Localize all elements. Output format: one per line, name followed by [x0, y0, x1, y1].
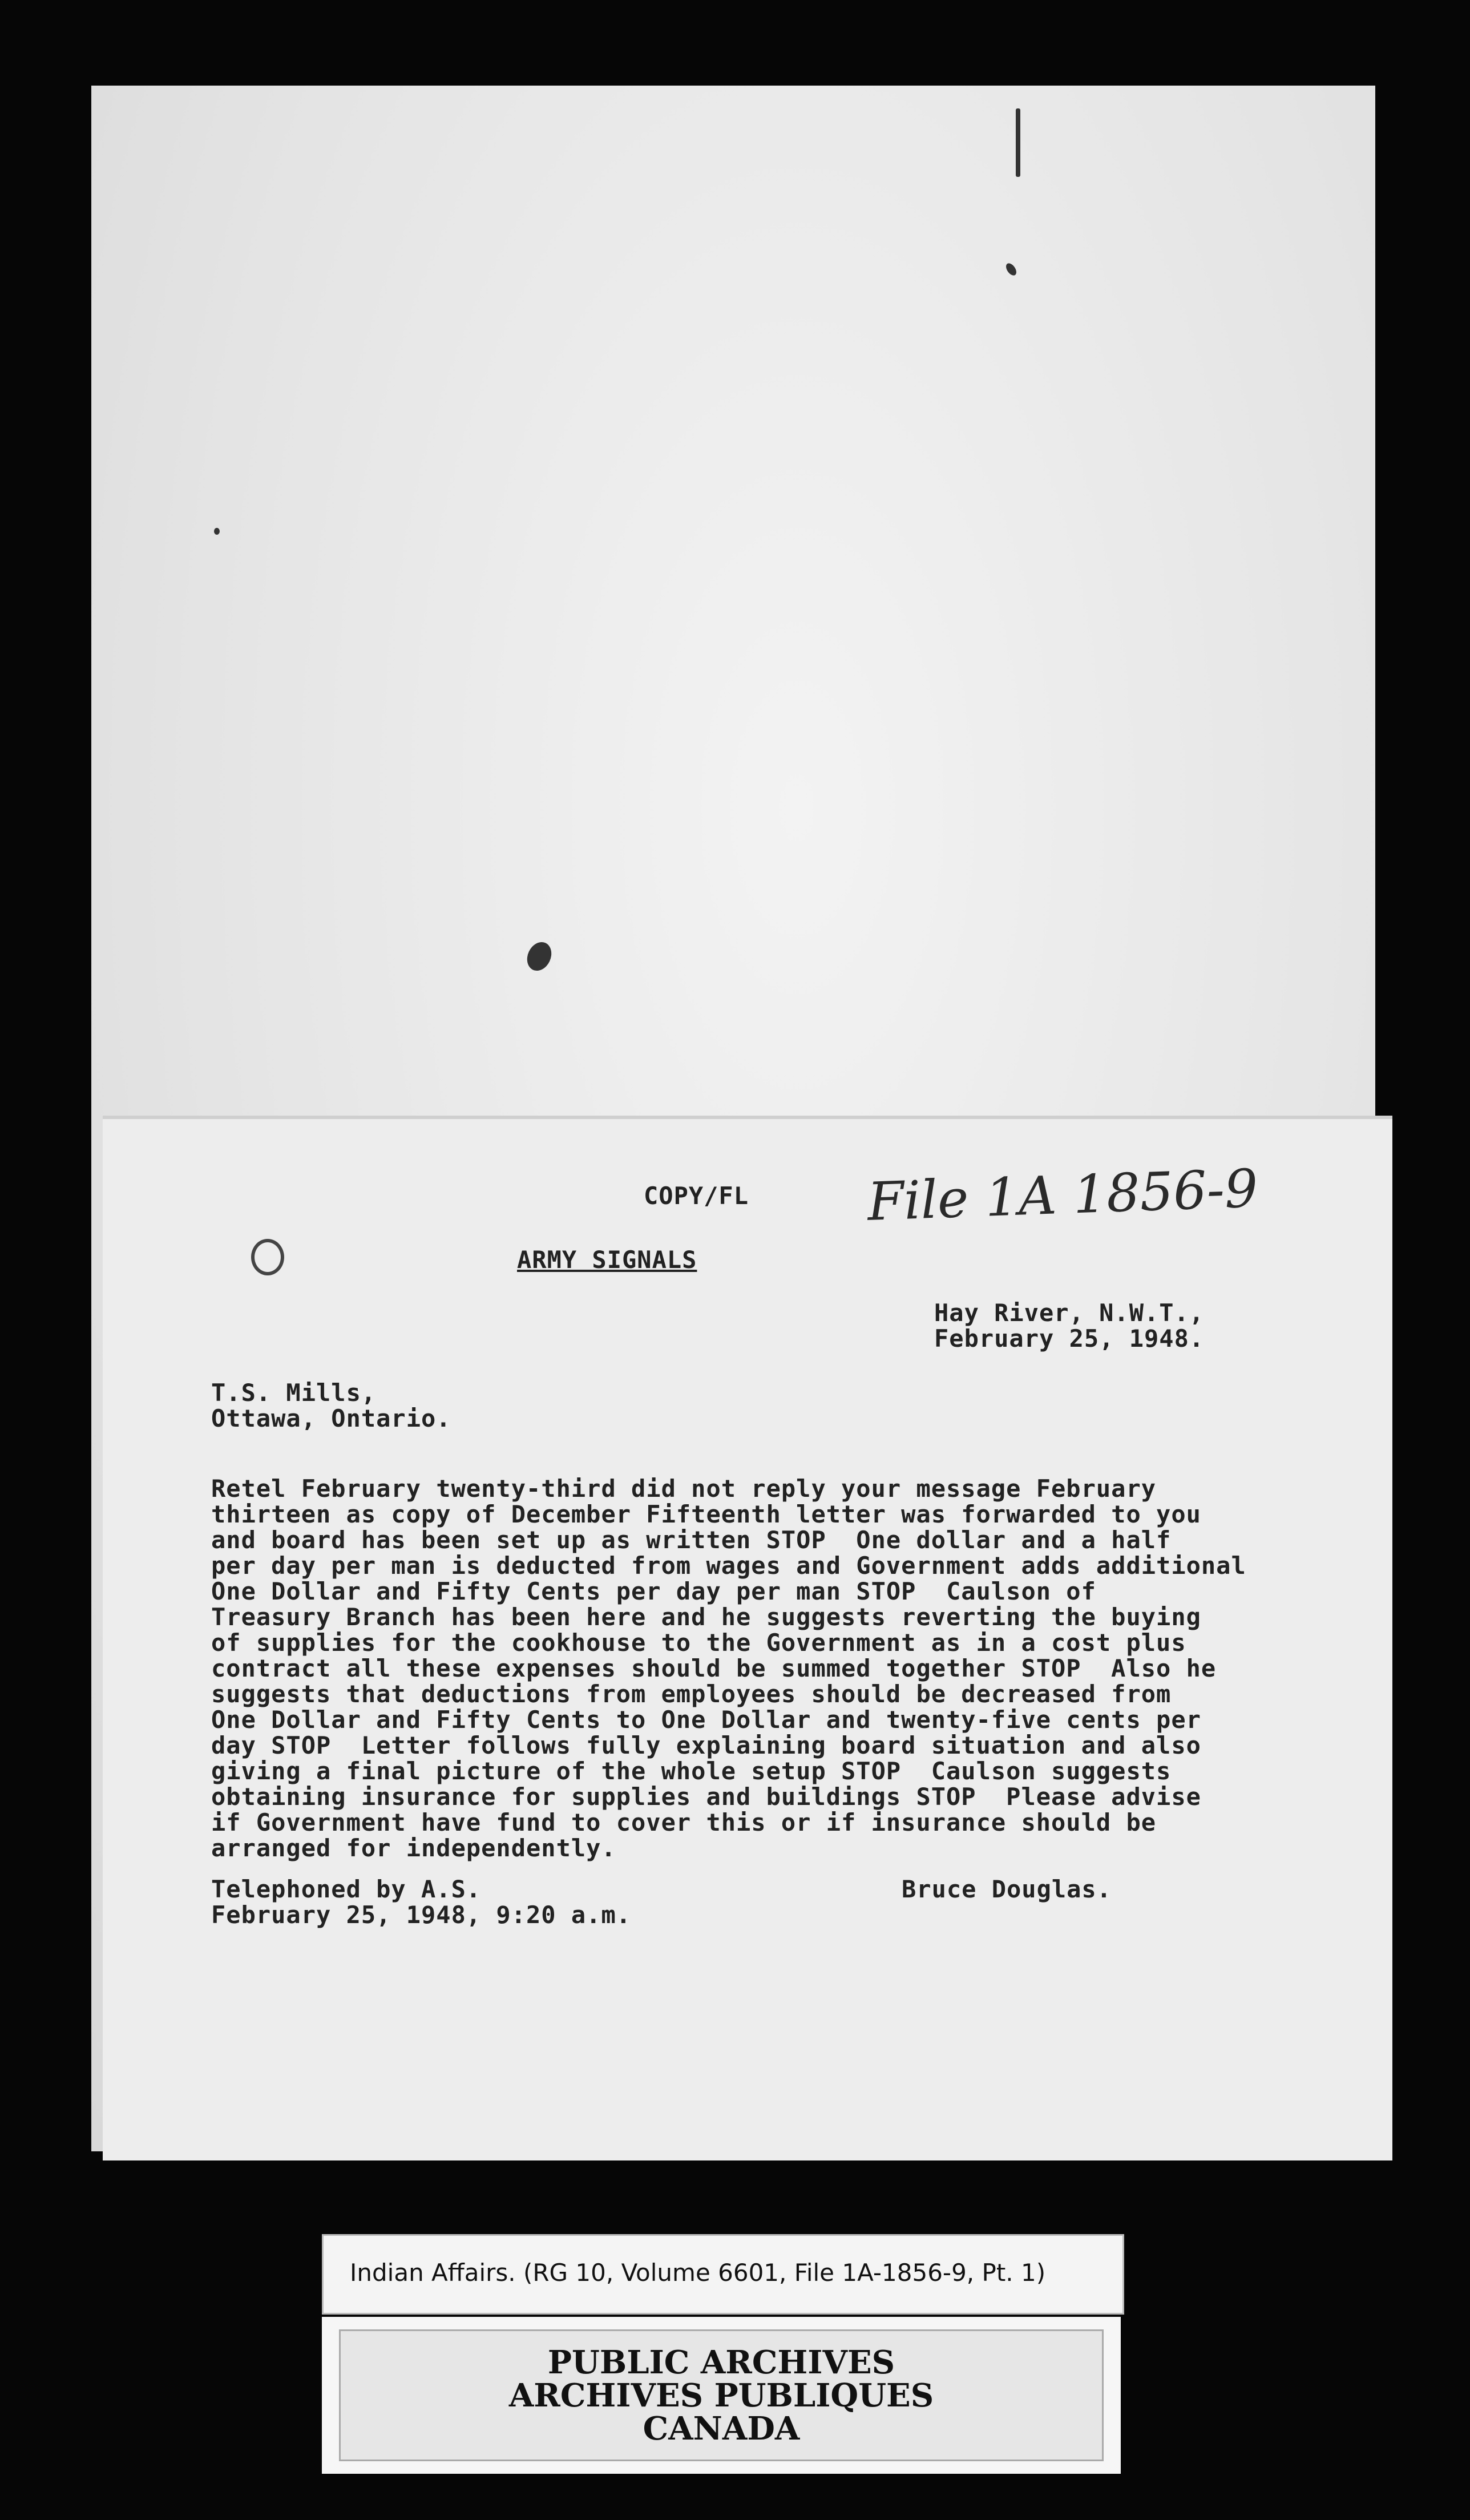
- letter-page: [103, 1116, 1392, 2160]
- smudge-mark: [1004, 261, 1018, 277]
- letter-body: [211, 1450, 1246, 1912]
- body-line: One Dollar and Fifty Cents per day per man STOP Caulson of: [211, 1577, 1096, 1605]
- body-line: giving a final picture of the whole setup STOP Caulson suggests: [211, 1757, 1172, 1785]
- signature: Bruce Douglas.: [902, 1875, 1112, 1903]
- copy-mark: COPY/FL: [644, 1182, 749, 1210]
- archives-stamp-box: [339, 2329, 1104, 2461]
- stamp-line-3: CANADA: [643, 2409, 800, 2448]
- stamp-line-1: PUBLIC ARCHIVES: [547, 2343, 895, 2381]
- telephoned-line: Telephoned by A.S.: [211, 1875, 482, 1903]
- body-line: of supplies for the cookhouse to the Government as in a cost plus: [211, 1629, 1186, 1657]
- letter-date: February 25, 1948.: [934, 1324, 1205, 1352]
- recipient-city: Ottawa, Ontario.: [211, 1404, 451, 1432]
- body-line: contract all these expenses should be summed together STOP Also he: [211, 1654, 1217, 1682]
- letter-place: Hay River, N.W.T.,: [934, 1299, 1205, 1327]
- archives-stamp: [322, 2317, 1121, 2474]
- body-line: day STOP Letter follows fully explaining board situation and also: [211, 1731, 1201, 1759]
- body-line: and board has been set up as written STOP One dollar and a half: [211, 1526, 1172, 1554]
- body-line: One Dollar and Fifty Cents to One Dollar and twenty-five cents per: [211, 1706, 1201, 1734]
- body-line: thirteen as copy of December Fifteenth letter was forwarded to you: [211, 1500, 1201, 1528]
- body-line: if Government have fund to cover this or if insurance should be: [211, 1808, 1157, 1836]
- telephoned-time: February 25, 1948, 9:20 a.m.: [211, 1901, 632, 1929]
- letter-heading: ARMY SIGNALS: [517, 1246, 697, 1274]
- handwritten-file-note: File 1A 1856-9: [866, 1158, 1259, 1233]
- archival-reference-label: [322, 2234, 1124, 2315]
- body-line: arranged for independently.: [211, 1834, 616, 1862]
- archival-reference: Indian Affairs. (RG 10, Volume 6601, File 1A-1856-9, Pt. 1): [350, 2259, 1046, 2287]
- stamp-line-2: ARCHIVES PUBLIQUES: [508, 2376, 934, 2414]
- punch-hole: [251, 1239, 284, 1275]
- body-line: obtaining insurance for supplies and buildings STOP Please advise: [211, 1783, 1201, 1811]
- staple-mark: [1016, 108, 1020, 177]
- body-line: per day per man is deducted from wages and Government adds additional: [211, 1552, 1246, 1580]
- body-line: suggests that deductions from employees should be decreased from: [211, 1680, 1172, 1708]
- smudge-mark: [214, 528, 220, 535]
- body-line: Retel February twenty-third did not reply your message February: [211, 1475, 1157, 1503]
- recipient-name: T.S. Mills,: [211, 1379, 377, 1407]
- body-line: Treasury Branch has been here and he suggests reverting the buying: [211, 1603, 1201, 1631]
- smudge-mark: [523, 938, 556, 975]
